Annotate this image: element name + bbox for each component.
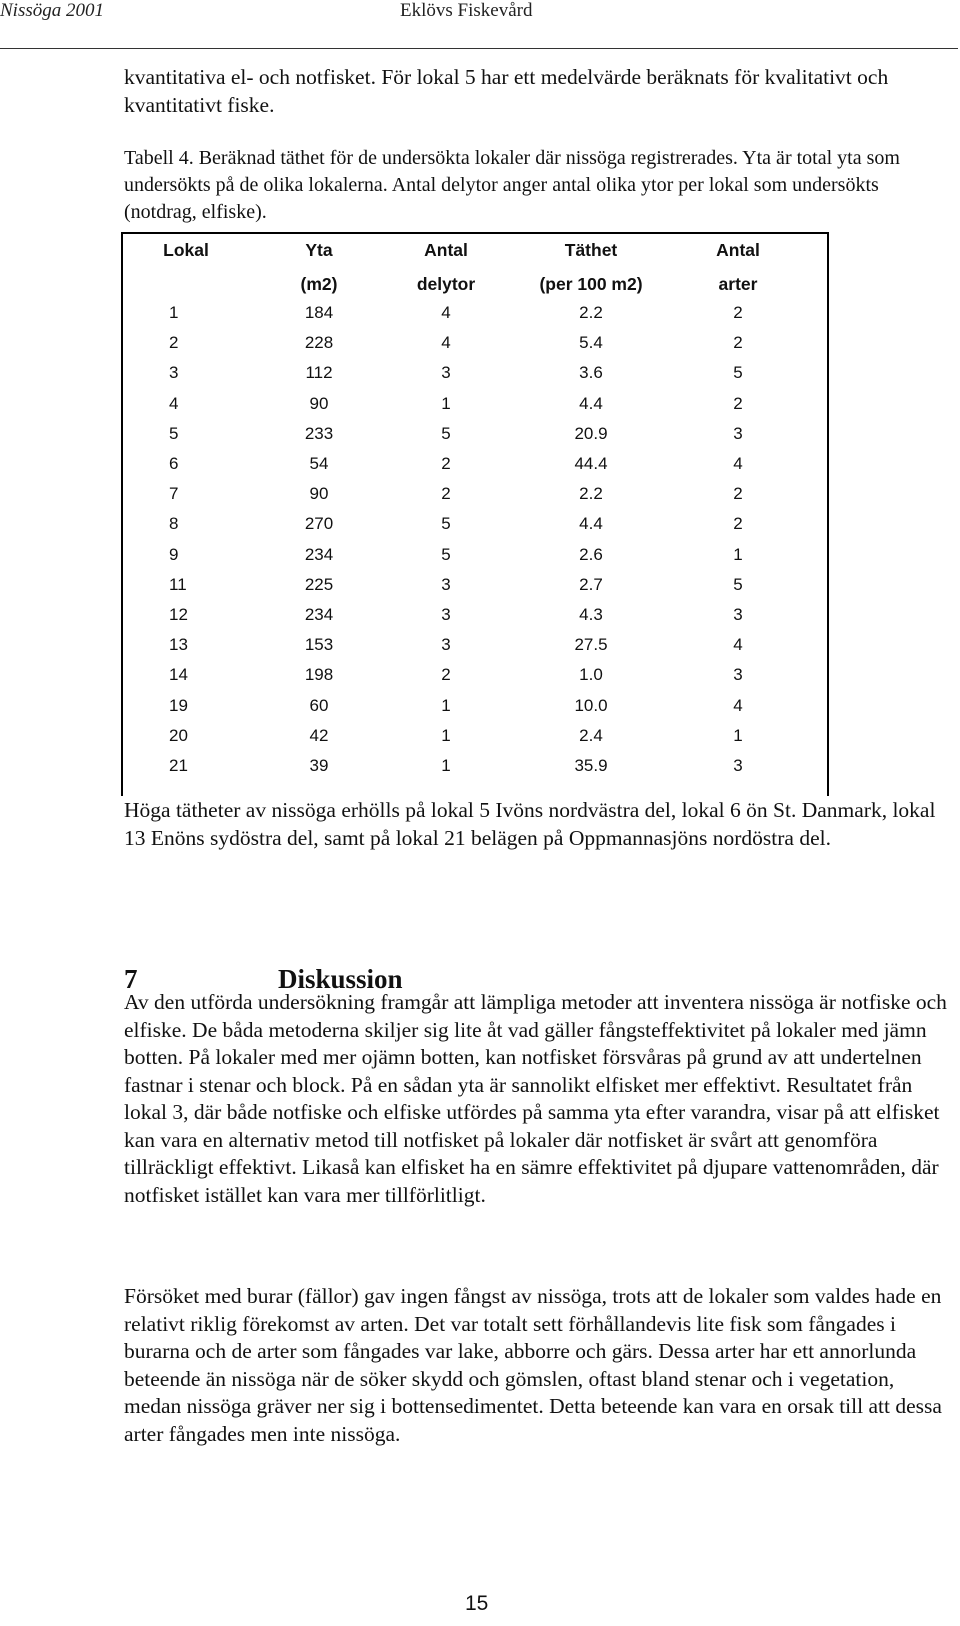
table-cell: 4.4 xyxy=(579,514,603,534)
table-header-cell: Lokal xyxy=(163,240,209,260)
table-cell: 3 xyxy=(733,423,743,443)
table-cell: 270 xyxy=(304,514,334,534)
table-cell-lokal: 4 xyxy=(169,393,179,413)
table-cell: 3 xyxy=(733,665,743,685)
table-cell: 1 xyxy=(733,725,743,745)
table-cell: 112 xyxy=(305,363,333,383)
table-cell: 5.4 xyxy=(579,333,603,353)
table-subheader-cell: (per 100 m2) xyxy=(539,274,643,294)
table-cell: 90 xyxy=(309,484,329,504)
table-cell: 5 xyxy=(733,574,743,594)
table-border-left xyxy=(121,232,123,796)
table-cell-lokal: 12 xyxy=(169,605,188,624)
table-cell: 10.0 xyxy=(574,695,608,715)
header-rule xyxy=(0,48,958,49)
table-cell: 54 xyxy=(309,454,329,473)
table-cell: 3 xyxy=(733,605,743,624)
result-paragraph: Höga tätheter av nissöga erhölls på lokal 5 Ivöns nordvästra del, lokal 6 ön St. Danmark, lokal 13 Enöns sydöstra del, samt på lokal 21 belägen på Oppmannasjöns nordöstra del. xyxy=(124,798,936,850)
table-cell: 2 xyxy=(733,303,743,322)
table-cell: 3 xyxy=(441,635,451,655)
discussion-paragraph-1: Av den utförda undersökning framgår att lämpliga metoder att inventera nissöga är notfiske och elfiske. De båda metoderna skiljer sig lite åt vad gäller fångsteffektivitet på lokaler med jämn botten. På lokaler med mer ojämn botten, kan notfisket försvåras på grund av att undertelnen fastnar i stenar och block. På en sådan yta är sannolikt elfisket mer effektivt. Resultatet från lokal 3, där både notfiske och elfiske utfördes på samma yta efter varandra, visar på att elfisket kan vara en alternativ metod till notfisket på lokaler där notfisket är svårt att genomföra tillräckligt effektivt. Likaså kan elfisket ha en sämre effektivitet på djupare vattenområden, där notfisket istället kan vara mer tillförlitligt. xyxy=(124,990,947,1207)
table-cell: 3 xyxy=(441,605,451,624)
table-cell: 27.5 xyxy=(574,635,608,655)
table-cell: 5 xyxy=(733,363,743,383)
table-cell: 1.0 xyxy=(579,665,603,685)
table-cell-lokal: 2 xyxy=(169,333,179,353)
table-cell: 2.7 xyxy=(579,574,603,594)
table-cell: 2.2 xyxy=(579,303,603,322)
table-cell: 1 xyxy=(441,756,451,775)
table-cell-lokal: 21 xyxy=(169,756,188,775)
table-cell: 5 xyxy=(441,514,451,534)
table-cell: 2 xyxy=(441,484,451,504)
discussion-paragraph-2: Försöket med burar (fällor) gav ingen fångst av nissöga, trots att de lokaler som valdes hade en relativt riklig förekomst av arten. Det var totalt sett förhållandevis lite fisk som fångades i burarna och de arter som fångades var lake, abborre och gärs. Dessa arter har ett annorlunda beteende än nissöga när de söker skydd och gömslen, oftast bland stenar och i vegetation, medan nissöga gräver ner sig i bottensedimentet. Detta beteende kan vara en orsak till att dessa arter fångades men inte nissöga. xyxy=(124,1284,942,1446)
table-cell-lokal: 3 xyxy=(169,363,179,383)
table-cell: 2 xyxy=(733,514,743,534)
table-cell: 4 xyxy=(733,635,743,655)
page-header xyxy=(0,0,960,48)
header-organization: Eklövs Fiskevård xyxy=(400,0,533,21)
table-cell: 2 xyxy=(733,333,743,353)
section-title: Diskussion xyxy=(278,964,403,994)
table-cell: 3 xyxy=(441,363,451,383)
table-cell: 39 xyxy=(309,756,329,775)
table-cell: 4 xyxy=(733,454,743,473)
table-cell: 5 xyxy=(441,423,451,443)
table-cell: 1 xyxy=(733,544,743,564)
table-cell: 4 xyxy=(441,303,451,322)
table-cell: 90 xyxy=(309,393,329,413)
table-cell: 2 xyxy=(733,393,743,413)
table-subheader-cell: (m2) xyxy=(300,274,338,294)
table-cell: 3 xyxy=(441,574,451,594)
table-cell: 60 xyxy=(309,695,329,715)
section-number: 7 xyxy=(124,964,138,994)
table-cell-lokal: 5 xyxy=(169,423,179,443)
table-cell: 233 xyxy=(304,423,334,443)
table-header-cell: Antal xyxy=(716,240,760,260)
table-cell-lokal: 11 xyxy=(169,574,187,594)
table-header-cell: Yta xyxy=(305,240,333,260)
table-cell-lokal: 9 xyxy=(169,544,179,564)
table-cell: 4.3 xyxy=(579,605,603,624)
table-cell: 1 xyxy=(441,695,451,715)
table-cell: 4 xyxy=(733,695,743,715)
table-cell: 2 xyxy=(733,484,743,504)
table-cell: 5 xyxy=(441,544,451,564)
table-cell: 3.6 xyxy=(579,363,603,383)
intro-paragraph: kvantitativa el- och notfisket. För lokal 5 har ett medelvärde beräknats för kvalitativt och kvantitativt fiske. xyxy=(124,65,889,117)
table-cell: 20.9 xyxy=(574,423,608,443)
table-cell-lokal: 7 xyxy=(169,484,179,504)
table-cell: 1 xyxy=(441,393,451,413)
table-border-right xyxy=(827,232,829,796)
table-cell-lokal: 8 xyxy=(169,514,179,534)
table-cell: 198 xyxy=(304,665,334,685)
table-header-cell: Täthet xyxy=(564,240,618,260)
table-cell: 1 xyxy=(441,725,451,745)
table-cell-lokal: 1 xyxy=(169,303,179,322)
table-cell: 228 xyxy=(304,333,334,353)
table-header-cell: Antal xyxy=(424,240,468,260)
table-cell: 4.4 xyxy=(579,393,603,413)
table-cell: 225 xyxy=(304,574,334,594)
table-cell: 234 xyxy=(304,544,334,564)
table-cell-lokal: 13 xyxy=(169,635,188,655)
table-cell-lokal: 20 xyxy=(169,725,188,745)
table-cell: 2 xyxy=(441,665,451,685)
table-caption: Tabell 4. Beräknad täthet för de undersökta lokaler där nissöga registrerades. Yta är total yta som undersökts på de olika lokalerna. Antal delytor anger antal olika ytor per lokal som undersökts (notdrag, elfiske). xyxy=(124,147,900,223)
table-cell: 3 xyxy=(733,756,743,775)
table-cell: 2 xyxy=(441,454,451,473)
table-cell-lokal: 6 xyxy=(169,454,179,473)
table-cell: 44.4 xyxy=(574,454,608,473)
table-cell: 4 xyxy=(441,333,451,353)
table-border-top xyxy=(121,232,829,234)
table-cell: 2.6 xyxy=(579,544,603,564)
header-report-title: Nissöga 2001 xyxy=(0,0,104,21)
density-table xyxy=(121,232,829,796)
table-cell-lokal: 14 xyxy=(169,665,188,685)
table-cell-lokal: 19 xyxy=(169,695,188,715)
table-cell: 2.4 xyxy=(579,725,603,745)
page-number: 15 xyxy=(465,1592,489,1615)
table-cell: 35.9 xyxy=(574,756,608,775)
table-cell: 184 xyxy=(304,303,334,322)
table-cell: 42 xyxy=(309,725,329,745)
table-cell: 153 xyxy=(304,635,334,655)
table-cell: 2.2 xyxy=(579,484,603,504)
table-subheader-cell: delytor xyxy=(416,274,476,294)
table-cell: 234 xyxy=(304,605,334,624)
table-subheader-cell: arter xyxy=(718,274,758,294)
